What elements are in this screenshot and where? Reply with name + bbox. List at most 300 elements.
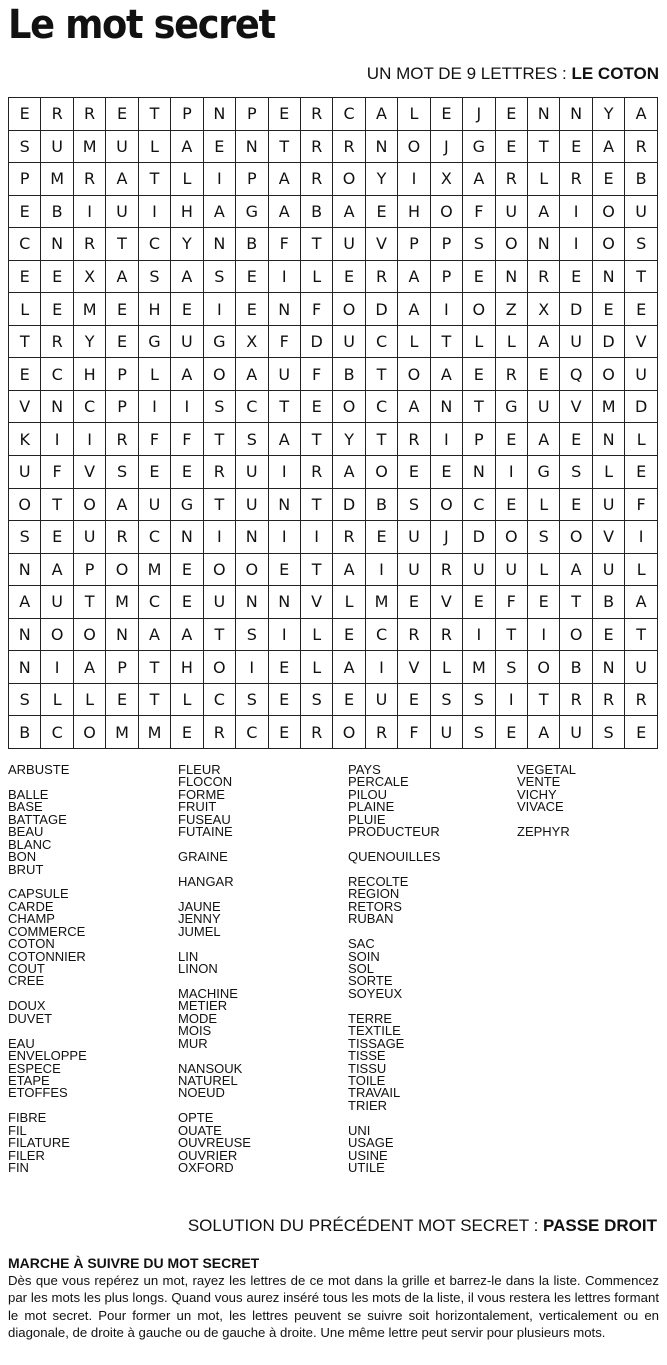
- grid-cell[interactable]: I: [73, 195, 105, 228]
- grid-cell[interactable]: C: [203, 683, 235, 716]
- grid-cell[interactable]: O: [9, 488, 41, 521]
- grid-cell[interactable]: A: [528, 716, 560, 749]
- grid-cell[interactable]: V: [430, 586, 462, 619]
- grid-cell[interactable]: E: [398, 586, 430, 619]
- grid-cell[interactable]: E: [268, 98, 300, 131]
- grid-cell[interactable]: R: [430, 618, 462, 651]
- grid-cell[interactable]: R: [333, 130, 365, 163]
- grid-cell[interactable]: M: [138, 553, 170, 586]
- grid-cell[interactable]: B: [625, 163, 658, 196]
- grid-cell[interactable]: T: [138, 683, 170, 716]
- grid-cell[interactable]: L: [73, 683, 105, 716]
- grid-cell[interactable]: F: [495, 586, 527, 619]
- grid-cell[interactable]: L: [171, 163, 203, 196]
- grid-cell[interactable]: U: [495, 553, 527, 586]
- grid-cell[interactable]: I: [300, 521, 332, 554]
- grid-cell[interactable]: A: [236, 358, 268, 391]
- grid-cell[interactable]: A: [625, 586, 658, 619]
- grid-cell[interactable]: M: [463, 651, 495, 684]
- grid-cell[interactable]: E: [528, 358, 560, 391]
- grid-cell[interactable]: E: [560, 423, 592, 456]
- grid-cell[interactable]: X: [73, 260, 105, 293]
- grid-cell[interactable]: G: [171, 488, 203, 521]
- grid-cell[interactable]: E: [268, 651, 300, 684]
- grid-cell[interactable]: P: [236, 163, 268, 196]
- grid-cell[interactable]: Y: [333, 423, 365, 456]
- grid-cell[interactable]: C: [365, 325, 397, 358]
- grid-cell[interactable]: P: [463, 423, 495, 456]
- grid-cell[interactable]: N: [236, 130, 268, 163]
- grid-cell[interactable]: I: [268, 618, 300, 651]
- grid-cell[interactable]: N: [171, 521, 203, 554]
- grid-cell[interactable]: N: [592, 651, 624, 684]
- grid-cell[interactable]: A: [138, 618, 170, 651]
- grid-cell[interactable]: D: [625, 390, 658, 423]
- grid-cell[interactable]: P: [236, 98, 268, 131]
- grid-cell[interactable]: E: [495, 130, 527, 163]
- grid-cell[interactable]: R: [365, 260, 397, 293]
- grid-cell[interactable]: E: [463, 586, 495, 619]
- grid-cell[interactable]: E: [333, 618, 365, 651]
- grid-cell[interactable]: R: [625, 130, 658, 163]
- grid-cell[interactable]: U: [236, 488, 268, 521]
- grid-cell[interactable]: V: [9, 390, 41, 423]
- grid-cell[interactable]: M: [73, 130, 105, 163]
- grid-cell[interactable]: C: [333, 98, 365, 131]
- grid-cell[interactable]: U: [333, 325, 365, 358]
- grid-cell[interactable]: T: [300, 228, 332, 261]
- grid-cell[interactable]: S: [106, 456, 138, 489]
- grid-cell[interactable]: O: [463, 293, 495, 326]
- grid-cell[interactable]: S: [9, 683, 41, 716]
- grid-cell[interactable]: O: [73, 618, 105, 651]
- grid-cell[interactable]: I: [528, 618, 560, 651]
- grid-cell[interactable]: A: [463, 163, 495, 196]
- grid-cell[interactable]: E: [528, 586, 560, 619]
- grid-cell[interactable]: S: [463, 716, 495, 749]
- grid-cell[interactable]: S: [9, 521, 41, 554]
- grid-cell[interactable]: N: [268, 586, 300, 619]
- grid-cell[interactable]: T: [365, 423, 397, 456]
- grid-cell[interactable]: R: [203, 456, 235, 489]
- grid-cell[interactable]: E: [268, 553, 300, 586]
- grid-cell[interactable]: L: [398, 325, 430, 358]
- grid-cell[interactable]: H: [171, 651, 203, 684]
- grid-cell[interactable]: T: [41, 488, 73, 521]
- grid-cell[interactable]: O: [430, 488, 462, 521]
- grid-cell[interactable]: B: [9, 716, 41, 749]
- grid-cell[interactable]: R: [560, 163, 592, 196]
- grid-cell[interactable]: A: [106, 260, 138, 293]
- grid-cell[interactable]: R: [560, 683, 592, 716]
- grid-cell[interactable]: E: [495, 98, 527, 131]
- grid-cell[interactable]: D: [300, 325, 332, 358]
- grid-cell[interactable]: U: [41, 130, 73, 163]
- grid-cell[interactable]: T: [203, 488, 235, 521]
- grid-cell[interactable]: I: [203, 293, 235, 326]
- grid-cell[interactable]: Y: [73, 325, 105, 358]
- grid-cell[interactable]: Q: [560, 358, 592, 391]
- grid-cell[interactable]: B: [592, 586, 624, 619]
- grid-cell[interactable]: T: [203, 423, 235, 456]
- grid-cell[interactable]: E: [495, 423, 527, 456]
- grid-cell[interactable]: E: [106, 293, 138, 326]
- grid-cell[interactable]: C: [73, 390, 105, 423]
- grid-cell[interactable]: V: [398, 651, 430, 684]
- grid-cell[interactable]: E: [430, 456, 462, 489]
- grid-cell[interactable]: T: [138, 98, 170, 131]
- grid-cell[interactable]: U: [528, 390, 560, 423]
- grid-cell[interactable]: U: [560, 325, 592, 358]
- grid-cell[interactable]: T: [625, 260, 658, 293]
- grid-cell[interactable]: O: [106, 553, 138, 586]
- grid-cell[interactable]: O: [495, 228, 527, 261]
- grid-cell[interactable]: U: [9, 456, 41, 489]
- grid-cell[interactable]: I: [560, 228, 592, 261]
- grid-cell[interactable]: I: [236, 651, 268, 684]
- grid-cell[interactable]: G: [463, 130, 495, 163]
- grid-cell[interactable]: A: [268, 195, 300, 228]
- grid-cell[interactable]: E: [398, 456, 430, 489]
- grid-cell[interactable]: R: [398, 618, 430, 651]
- grid-cell[interactable]: I: [365, 651, 397, 684]
- grid-cell[interactable]: I: [365, 553, 397, 586]
- grid-cell[interactable]: C: [236, 716, 268, 749]
- grid-cell[interactable]: L: [528, 163, 560, 196]
- grid-cell[interactable]: E: [171, 293, 203, 326]
- grid-cell[interactable]: T: [300, 423, 332, 456]
- grid-cell[interactable]: O: [203, 553, 235, 586]
- grid-cell[interactable]: I: [560, 195, 592, 228]
- grid-cell[interactable]: C: [9, 228, 41, 261]
- grid-cell[interactable]: O: [365, 456, 397, 489]
- grid-cell[interactable]: X: [430, 163, 462, 196]
- grid-cell[interactable]: L: [300, 260, 332, 293]
- grid-cell[interactable]: I: [203, 163, 235, 196]
- grid-cell[interactable]: N: [560, 98, 592, 131]
- grid-cell[interactable]: V: [365, 228, 397, 261]
- grid-cell[interactable]: R: [300, 130, 332, 163]
- grid-cell[interactable]: O: [203, 358, 235, 391]
- grid-cell[interactable]: E: [365, 521, 397, 554]
- grid-cell[interactable]: E: [106, 325, 138, 358]
- grid-cell[interactable]: T: [138, 163, 170, 196]
- grid-cell[interactable]: E: [171, 716, 203, 749]
- grid-cell[interactable]: O: [333, 716, 365, 749]
- grid-cell[interactable]: S: [203, 390, 235, 423]
- grid-cell[interactable]: F: [625, 488, 658, 521]
- grid-cell[interactable]: L: [333, 586, 365, 619]
- grid-cell[interactable]: A: [171, 260, 203, 293]
- grid-cell[interactable]: B: [236, 228, 268, 261]
- grid-cell[interactable]: G: [203, 325, 235, 358]
- grid-cell[interactable]: E: [268, 683, 300, 716]
- grid-cell[interactable]: R: [73, 98, 105, 131]
- grid-cell[interactable]: A: [430, 358, 462, 391]
- grid-cell[interactable]: R: [398, 423, 430, 456]
- grid-cell[interactable]: O: [430, 195, 462, 228]
- grid-cell[interactable]: O: [73, 716, 105, 749]
- grid-cell[interactable]: R: [41, 98, 73, 131]
- grid-cell[interactable]: R: [203, 716, 235, 749]
- grid-cell[interactable]: D: [365, 293, 397, 326]
- grid-cell[interactable]: R: [300, 163, 332, 196]
- grid-cell[interactable]: H: [171, 195, 203, 228]
- grid-cell[interactable]: N: [236, 586, 268, 619]
- grid-cell[interactable]: I: [398, 163, 430, 196]
- grid-cell[interactable]: I: [41, 651, 73, 684]
- grid-cell[interactable]: L: [41, 683, 73, 716]
- grid-cell[interactable]: R: [430, 553, 462, 586]
- grid-cell[interactable]: S: [236, 423, 268, 456]
- grid-cell[interactable]: L: [463, 325, 495, 358]
- grid-cell[interactable]: E: [592, 618, 624, 651]
- grid-cell[interactable]: T: [495, 618, 527, 651]
- grid-cell[interactable]: U: [463, 553, 495, 586]
- grid-cell[interactable]: L: [138, 130, 170, 163]
- grid-cell[interactable]: O: [592, 195, 624, 228]
- grid-cell[interactable]: P: [73, 553, 105, 586]
- grid-cell[interactable]: B: [365, 488, 397, 521]
- grid-cell[interactable]: E: [236, 260, 268, 293]
- grid-cell[interactable]: D: [333, 488, 365, 521]
- grid-cell[interactable]: L: [430, 651, 462, 684]
- grid-cell[interactable]: X: [236, 325, 268, 358]
- grid-cell[interactable]: I: [138, 390, 170, 423]
- grid-cell[interactable]: E: [236, 293, 268, 326]
- grid-cell[interactable]: I: [625, 521, 658, 554]
- grid-cell[interactable]: E: [560, 130, 592, 163]
- grid-cell[interactable]: T: [73, 586, 105, 619]
- grid-cell[interactable]: E: [463, 260, 495, 293]
- grid-cell[interactable]: M: [138, 716, 170, 749]
- grid-cell[interactable]: E: [106, 98, 138, 131]
- grid-cell[interactable]: R: [73, 228, 105, 261]
- grid-cell[interactable]: E: [333, 683, 365, 716]
- grid-cell[interactable]: S: [560, 456, 592, 489]
- grid-cell[interactable]: S: [463, 228, 495, 261]
- grid-cell[interactable]: I: [41, 423, 73, 456]
- grid-cell[interactable]: U: [495, 195, 527, 228]
- grid-cell[interactable]: N: [106, 618, 138, 651]
- grid-cell[interactable]: T: [528, 130, 560, 163]
- grid-cell[interactable]: I: [463, 618, 495, 651]
- grid-cell[interactable]: L: [592, 456, 624, 489]
- grid-cell[interactable]: V: [73, 456, 105, 489]
- grid-cell[interactable]: Y: [171, 228, 203, 261]
- grid-cell[interactable]: E: [365, 195, 397, 228]
- grid-cell[interactable]: E: [9, 195, 41, 228]
- grid-cell[interactable]: L: [300, 618, 332, 651]
- grid-cell[interactable]: U: [203, 586, 235, 619]
- grid-cell[interactable]: F: [398, 716, 430, 749]
- grid-cell[interactable]: N: [9, 553, 41, 586]
- grid-cell[interactable]: S: [495, 651, 527, 684]
- grid-cell[interactable]: A: [592, 130, 624, 163]
- grid-cell[interactable]: C: [365, 618, 397, 651]
- grid-cell[interactable]: G: [236, 195, 268, 228]
- grid-cell[interactable]: I: [203, 521, 235, 554]
- grid-cell[interactable]: A: [398, 390, 430, 423]
- grid-cell[interactable]: A: [41, 553, 73, 586]
- grid-cell[interactable]: T: [625, 618, 658, 651]
- grid-cell[interactable]: R: [333, 521, 365, 554]
- grid-cell[interactable]: A: [106, 488, 138, 521]
- grid-cell[interactable]: S: [203, 260, 235, 293]
- grid-cell[interactable]: A: [528, 325, 560, 358]
- grid-cell[interactable]: T: [203, 618, 235, 651]
- grid-cell[interactable]: E: [106, 683, 138, 716]
- grid-cell[interactable]: L: [528, 553, 560, 586]
- grid-cell[interactable]: L: [495, 325, 527, 358]
- grid-cell[interactable]: G: [495, 390, 527, 423]
- grid-cell[interactable]: A: [333, 195, 365, 228]
- grid-cell[interactable]: U: [398, 553, 430, 586]
- grid-cell[interactable]: R: [625, 683, 658, 716]
- grid-cell[interactable]: E: [495, 488, 527, 521]
- grid-cell[interactable]: N: [430, 390, 462, 423]
- grid-cell[interactable]: R: [592, 683, 624, 716]
- grid-cell[interactable]: N: [528, 228, 560, 261]
- grid-cell[interactable]: E: [592, 163, 624, 196]
- grid-cell[interactable]: S: [528, 521, 560, 554]
- grid-cell[interactable]: C: [365, 390, 397, 423]
- grid-cell[interactable]: N: [592, 423, 624, 456]
- grid-cell[interactable]: P: [398, 228, 430, 261]
- grid-cell[interactable]: A: [171, 358, 203, 391]
- grid-cell[interactable]: U: [625, 195, 658, 228]
- grid-cell[interactable]: E: [625, 456, 658, 489]
- grid-cell[interactable]: E: [9, 358, 41, 391]
- grid-cell[interactable]: R: [41, 325, 73, 358]
- grid-cell[interactable]: P: [430, 260, 462, 293]
- grid-cell[interactable]: T: [365, 358, 397, 391]
- grid-cell[interactable]: E: [41, 521, 73, 554]
- grid-cell[interactable]: U: [106, 130, 138, 163]
- grid-cell[interactable]: T: [268, 130, 300, 163]
- grid-cell[interactable]: T: [300, 553, 332, 586]
- grid-cell[interactable]: C: [41, 358, 73, 391]
- grid-cell[interactable]: U: [171, 325, 203, 358]
- grid-cell[interactable]: E: [171, 586, 203, 619]
- grid-cell[interactable]: F: [300, 293, 332, 326]
- grid-cell[interactable]: H: [138, 293, 170, 326]
- grid-cell[interactable]: F: [300, 358, 332, 391]
- grid-cell[interactable]: A: [625, 98, 658, 131]
- grid-cell[interactable]: O: [592, 228, 624, 261]
- grid-cell[interactable]: I: [171, 390, 203, 423]
- grid-cell[interactable]: L: [528, 488, 560, 521]
- grid-cell[interactable]: N: [9, 618, 41, 651]
- grid-cell[interactable]: U: [592, 488, 624, 521]
- grid-cell[interactable]: P: [106, 651, 138, 684]
- grid-cell[interactable]: F: [268, 228, 300, 261]
- grid-cell[interactable]: T: [106, 228, 138, 261]
- grid-cell[interactable]: O: [398, 130, 430, 163]
- grid-cell[interactable]: F: [171, 423, 203, 456]
- grid-cell[interactable]: E: [9, 98, 41, 131]
- grid-cell[interactable]: T: [300, 488, 332, 521]
- grid-cell[interactable]: A: [398, 293, 430, 326]
- grid-cell[interactable]: M: [106, 716, 138, 749]
- grid-cell[interactable]: I: [430, 423, 462, 456]
- grid-cell[interactable]: R: [300, 716, 332, 749]
- grid-cell[interactable]: D: [463, 521, 495, 554]
- grid-cell[interactable]: A: [9, 586, 41, 619]
- grid-cell[interactable]: L: [171, 683, 203, 716]
- grid-cell[interactable]: U: [625, 358, 658, 391]
- grid-cell[interactable]: E: [41, 293, 73, 326]
- grid-cell[interactable]: F: [41, 456, 73, 489]
- grid-cell[interactable]: H: [398, 195, 430, 228]
- grid-cell[interactable]: J: [430, 521, 462, 554]
- grid-cell[interactable]: R: [528, 260, 560, 293]
- grid-cell[interactable]: U: [73, 521, 105, 554]
- grid-cell[interactable]: B: [41, 195, 73, 228]
- grid-cell[interactable]: C: [138, 521, 170, 554]
- grid-cell[interactable]: N: [528, 98, 560, 131]
- grid-cell[interactable]: X: [528, 293, 560, 326]
- grid-cell[interactable]: E: [430, 98, 462, 131]
- grid-cell[interactable]: A: [333, 651, 365, 684]
- grid-cell[interactable]: U: [560, 716, 592, 749]
- grid-cell[interactable]: E: [398, 683, 430, 716]
- grid-cell[interactable]: E: [9, 260, 41, 293]
- grid-cell[interactable]: A: [365, 98, 397, 131]
- grid-cell[interactable]: A: [171, 130, 203, 163]
- grid-cell[interactable]: M: [41, 163, 73, 196]
- grid-cell[interactable]: O: [333, 293, 365, 326]
- grid-cell[interactable]: N: [236, 521, 268, 554]
- grid-cell[interactable]: Y: [365, 163, 397, 196]
- grid-cell[interactable]: U: [333, 228, 365, 261]
- grid-cell[interactable]: I: [73, 423, 105, 456]
- grid-cell[interactable]: C: [463, 488, 495, 521]
- grid-cell[interactable]: U: [138, 488, 170, 521]
- grid-cell[interactable]: A: [398, 260, 430, 293]
- grid-cell[interactable]: E: [625, 716, 658, 749]
- grid-cell[interactable]: S: [398, 488, 430, 521]
- grid-cell[interactable]: R: [106, 521, 138, 554]
- grid-cell[interactable]: T: [138, 651, 170, 684]
- grid-cell[interactable]: O: [560, 618, 592, 651]
- grid-cell[interactable]: O: [495, 521, 527, 554]
- grid-cell[interactable]: O: [203, 651, 235, 684]
- grid-cell[interactable]: A: [106, 163, 138, 196]
- grid-cell[interactable]: I: [495, 456, 527, 489]
- grid-cell[interactable]: S: [236, 683, 268, 716]
- grid-cell[interactable]: N: [41, 228, 73, 261]
- grid-cell[interactable]: M: [106, 586, 138, 619]
- grid-cell[interactable]: O: [333, 390, 365, 423]
- grid-cell[interactable]: S: [463, 683, 495, 716]
- grid-cell[interactable]: C: [236, 390, 268, 423]
- grid-cell[interactable]: B: [333, 358, 365, 391]
- grid-cell[interactable]: N: [41, 390, 73, 423]
- grid-cell[interactable]: L: [138, 358, 170, 391]
- grid-cell[interactable]: O: [41, 618, 73, 651]
- grid-cell[interactable]: A: [333, 553, 365, 586]
- grid-cell[interactable]: N: [268, 293, 300, 326]
- grid-cell[interactable]: S: [9, 130, 41, 163]
- grid-cell[interactable]: V: [300, 586, 332, 619]
- grid-cell[interactable]: C: [41, 716, 73, 749]
- grid-cell[interactable]: E: [560, 260, 592, 293]
- grid-cell[interactable]: G: [138, 325, 170, 358]
- grid-cell[interactable]: U: [106, 195, 138, 228]
- grid-cell[interactable]: E: [203, 130, 235, 163]
- grid-cell[interactable]: K: [9, 423, 41, 456]
